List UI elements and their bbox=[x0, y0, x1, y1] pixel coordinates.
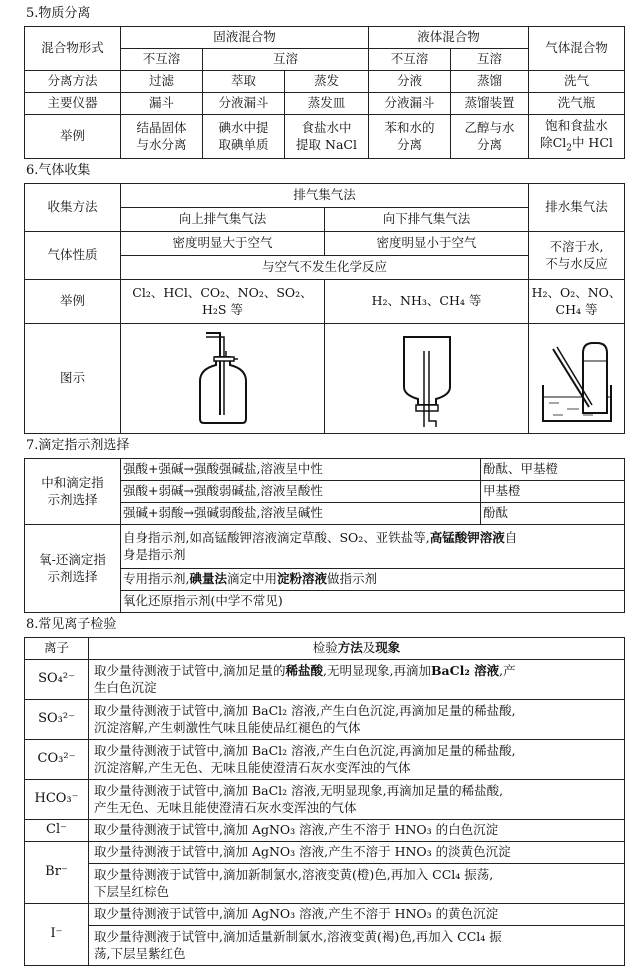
ion-iodide: I⁻ bbox=[25, 904, 89, 966]
cell-instrument: 漏斗 bbox=[121, 93, 203, 115]
cell-figure-upward bbox=[121, 324, 325, 434]
cell-instrument: 洗气瓶 bbox=[529, 93, 625, 115]
ion-sulfate: SO₄²⁻ bbox=[25, 660, 89, 700]
header-method: 检验方法及现象 bbox=[89, 638, 625, 660]
cell-example: 乙醇与水 分离 bbox=[451, 115, 529, 159]
cell-reaction: 强酸+强碱→强酸强碱盐,溶液呈中性 bbox=[121, 459, 481, 481]
row-label-collect-method: 收集方法 bbox=[25, 184, 121, 232]
ion-bicarbonate: HCO₃⁻ bbox=[25, 780, 89, 820]
cell-method: 分液 bbox=[369, 71, 451, 93]
cell-figure-downward bbox=[325, 324, 529, 434]
cell-redox-special: 专用指示剂,碘量法滴定中用淀粉溶液做指示剂 bbox=[121, 569, 625, 591]
cell-redox-self: 自身指示剂,如高锰酸钾溶液滴定草酸、SO₂、亚铁盐等,高锰酸钾溶液自 身是指示剂 bbox=[121, 525, 625, 569]
cell-method: 蒸发 bbox=[285, 71, 369, 93]
cell-redox-indicator: 氧化还原指示剂(中学不常见) bbox=[121, 591, 625, 613]
test-sulfite: 取少量待测液于试管中,滴加 BaCl₂ 溶液,产生白色沉淀,再滴加足量的稀盐酸, 沉淀溶解,产生刺激性气味且能使品红褪色的气体 bbox=[89, 700, 625, 740]
header-mixture-form: 混合物形式 bbox=[25, 27, 121, 71]
cell-example-upward: Cl₂、HCl、CO₂、NO₂、SO₂、 H₂S 等 bbox=[121, 280, 325, 324]
cell-method: 萃取 bbox=[203, 71, 285, 93]
test-carbonate: 取少量待测液于试管中,滴加 BaCl₂ 溶液,产生白色沉淀,再滴加足量的稀盐酸, 沉淀溶解,产生无色、无味且能使澄清石灰水变浑浊的气体 bbox=[89, 740, 625, 780]
header-insoluble-2: 不互溶 bbox=[369, 49, 451, 71]
header-insoluble: 不互溶 bbox=[121, 49, 203, 71]
row-label-example: 举例 bbox=[25, 280, 121, 324]
test-sulfate: 取少量待测液于试管中,滴加足量的稀盐酸,无明显现象,再滴加BaCl₂ 溶液,产 生白色沉淀 bbox=[89, 660, 625, 700]
upward-displacement-bottle-icon bbox=[178, 329, 268, 429]
header-soluble: 互溶 bbox=[203, 49, 369, 71]
section-5-title: 5.物质分离 bbox=[26, 6, 91, 21]
header-solid-liquid: 固液混合物 bbox=[121, 27, 369, 49]
header-gas-mixture: 气体混合物 bbox=[529, 27, 625, 71]
cell-figure-water bbox=[529, 324, 625, 434]
cell-indicator: 酚酞、甲基橙 bbox=[481, 459, 625, 481]
cell-example: 食盐水中 提取 NaCl bbox=[285, 115, 369, 159]
ion-bromide: Br⁻ bbox=[25, 842, 89, 904]
water-displacement-apparatus-icon bbox=[537, 329, 617, 429]
cell-denser: 密度明显大于空气 bbox=[121, 232, 325, 256]
header-upward: 向上排气集气法 bbox=[121, 208, 325, 232]
cell-water-property: 不溶于水, 不与水反应 bbox=[529, 232, 625, 280]
test-iodide-silver: 取少量待测液于试管中,滴加 AgNO₃ 溶液,产生不溶于 HNO₃ 的黄色沉淀 bbox=[89, 904, 625, 926]
row-label-instrument: 主要仪器 bbox=[25, 93, 121, 115]
header-downward: 向下排气集气法 bbox=[325, 208, 529, 232]
separation-table bbox=[24, 26, 625, 159]
section-6-title: 6.气体收集 bbox=[26, 163, 91, 178]
row-label-figure: 图示 bbox=[25, 324, 121, 434]
cell-indicator: 酚酞 bbox=[481, 503, 625, 525]
cell-instrument: 蒸发皿 bbox=[285, 93, 369, 115]
header-water-displacement: 排水集气法 bbox=[529, 184, 625, 232]
header-ion: 离子 bbox=[25, 638, 89, 660]
test-iodide-chlorine: 取少量待测液于试管中,滴加适量新制氯水,溶液变黄(褐)色,再加入 CCl₄ 振 荡,下层呈紫红色 bbox=[89, 926, 625, 966]
cell-example-water: H₂、O₂、NO、 CH₄ 等 bbox=[529, 280, 625, 324]
ion-chloride: Cl⁻ bbox=[25, 820, 89, 842]
cell-reaction: 强碱+弱酸→强碱弱酸盐,溶液呈碱性 bbox=[121, 503, 481, 525]
cell-method: 洗气 bbox=[529, 71, 625, 93]
cell-lighter: 密度明显小于空气 bbox=[325, 232, 529, 256]
cell-example: 苯和水的 分离 bbox=[369, 115, 451, 159]
ion-test-table bbox=[24, 637, 625, 966]
test-bromide-chlorine: 取少量待测液于试管中,滴加新制氯水,溶液变黄(橙)色,再加入 CCl₄ 振荡, 下层呈红棕色 bbox=[89, 864, 625, 904]
section-7-title: 7.滴定指示剂选择 bbox=[26, 438, 130, 453]
cell-method: 过滤 bbox=[121, 71, 203, 93]
gas-collection-table bbox=[24, 183, 625, 434]
row-label-gas-property: 气体性质 bbox=[25, 232, 121, 280]
test-chloride: 取少量待测液于试管中,滴加 AgNO₃ 溶液,产生不溶于 HNO₃ 的白色沉淀 bbox=[89, 820, 625, 842]
ion-carbonate: CO₃²⁻ bbox=[25, 740, 89, 780]
test-bromide-silver: 取少量待测液于试管中,滴加 AgNO₃ 溶液,产生不溶于 HNO₃ 的淡黄色沉淀 bbox=[89, 842, 625, 864]
cell-indicator: 甲基橙 bbox=[481, 481, 625, 503]
test-bicarbonate: 取少量待测液于试管中,滴加 BaCl₂ 溶液,无明显现象,再滴加足量的稀盐酸, 产生无色、无味且能使澄清石灰水变浑浊的气体 bbox=[89, 780, 625, 820]
cell-instrument: 分液漏斗 bbox=[369, 93, 451, 115]
section-8-title: 8.常见离子检验 bbox=[26, 617, 117, 632]
titration-indicator-table bbox=[24, 458, 625, 613]
cell-example-downward: H₂、NH₃、CH₄ 等 bbox=[325, 280, 529, 324]
cell-example: 结晶固体 与水分离 bbox=[121, 115, 203, 159]
downward-displacement-bottle-icon bbox=[382, 329, 472, 429]
header-soluble-2: 互溶 bbox=[451, 49, 529, 71]
header-liquid-liquid: 液体混合物 bbox=[369, 27, 529, 49]
cell-no-reaction: 与空气不发生化学反应 bbox=[121, 256, 529, 280]
cell-instrument: 蒸馏装置 bbox=[451, 93, 529, 115]
row-label-method: 分离方法 bbox=[25, 71, 121, 93]
label-redox: 氧-还滴定指 示剂选择 bbox=[25, 525, 121, 613]
cell-reaction: 强酸+弱碱→强酸弱碱盐,溶液呈酸性 bbox=[121, 481, 481, 503]
ion-sulfite: SO₃²⁻ bbox=[25, 700, 89, 740]
label-neutralization: 中和滴定指 示剂选择 bbox=[25, 459, 121, 525]
cell-example: 碘水中提 取碘单质 bbox=[203, 115, 285, 159]
cell-instrument: 分液漏斗 bbox=[203, 93, 285, 115]
cell-method: 蒸馏 bbox=[451, 71, 529, 93]
row-label-example: 举例 bbox=[25, 115, 121, 159]
header-air-displacement: 排气集气法 bbox=[121, 184, 529, 208]
cell-example: 饱和食盐水 除$Cl_2$中 HCl bbox=[529, 115, 625, 159]
